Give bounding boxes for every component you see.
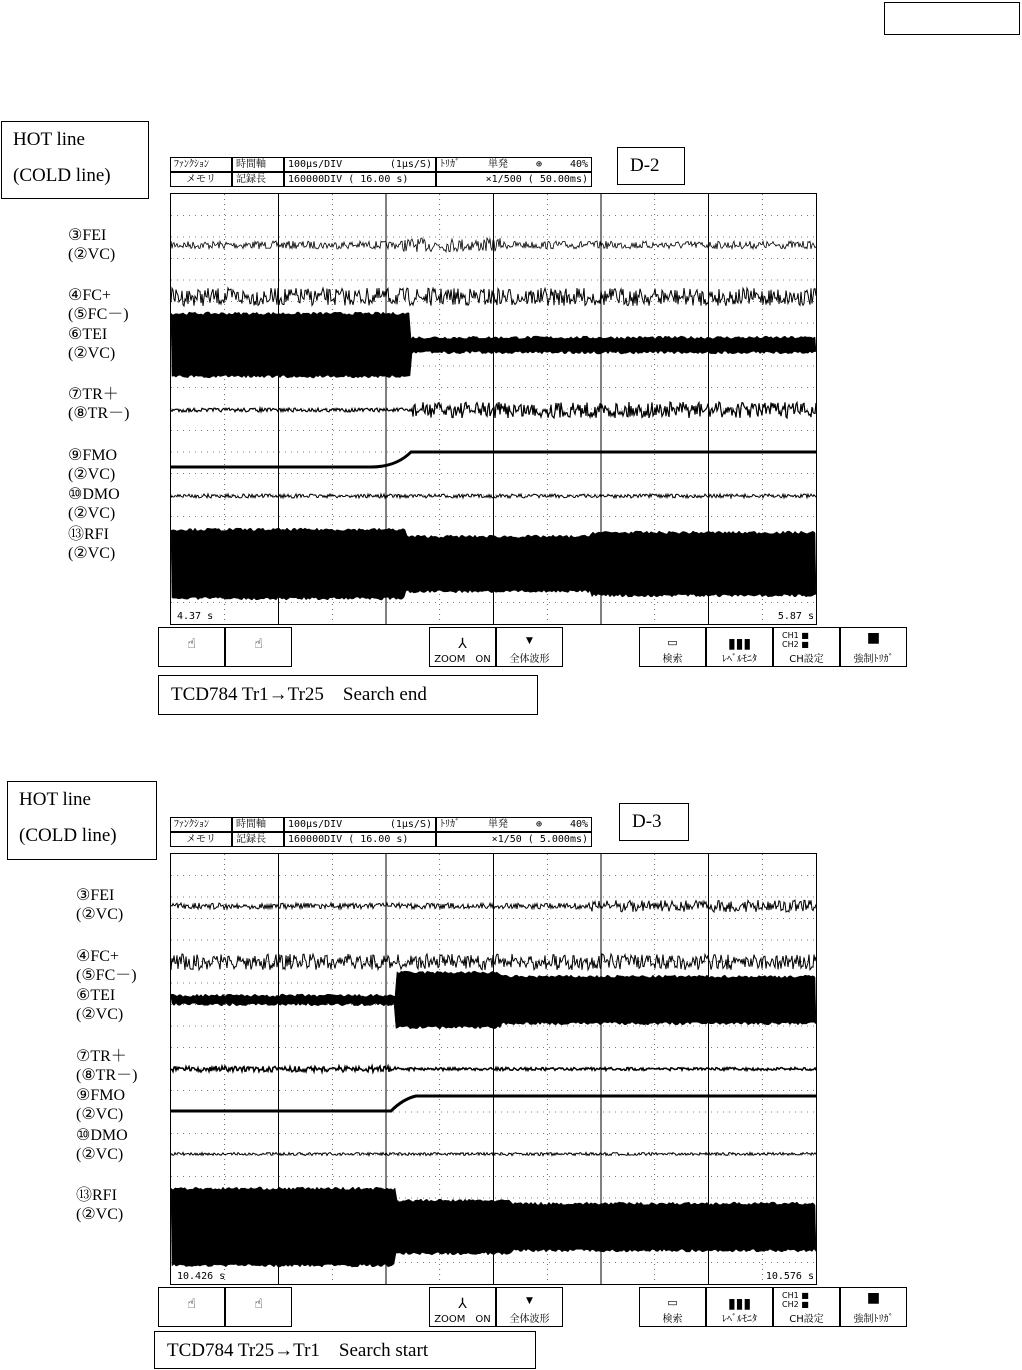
- zoom-icon: ⅄: [458, 1296, 467, 1312]
- caption-box: TCD784 Tr25→Tr1 Search start: [154, 1331, 536, 1369]
- button-bar: [158, 1287, 907, 1327]
- ch-setting-button[interactable]: CH1 ■ CH2 ■ CH設定: [773, 627, 840, 667]
- hand-right-icon: ☝: [254, 1296, 263, 1312]
- whole-waveform-button[interactable]: ▼ 全体波形: [496, 1287, 563, 1327]
- search-button[interactable]: ▭ 検索: [639, 627, 706, 667]
- cold-line-label: (COLD line): [19, 825, 117, 846]
- zoom-button[interactable]: ⅄ ZOOM ON: [429, 1287, 496, 1327]
- timebase-value[interactable]: 100μs/DIV (1μs/S): [284, 157, 436, 172]
- channel-label-6: ⑩DMO (②VC): [68, 486, 120, 522]
- scroll-right-button[interactable]: [225, 627, 292, 667]
- caption-box: TCD784 Tr1→Tr25 Search end: [158, 675, 538, 715]
- zoom-icon: ⅄: [458, 636, 467, 652]
- trace-rfi: [171, 528, 816, 600]
- record-length-value[interactable]: 160000DIV ( 16.00 s): [284, 832, 436, 847]
- level-monitor-button[interactable]: ▮▮▮ ﾚﾍﾞﾙﾓﾆﾀ: [706, 1287, 773, 1327]
- scope-header: [170, 817, 592, 847]
- record-length-label: 記録長: [232, 172, 284, 187]
- channel-label-3: ⑥TEI (②VC): [68, 326, 116, 362]
- function-label: ﾌｧﾝｸｼｮﾝ: [170, 817, 232, 832]
- page-number-box: [884, 2, 1020, 35]
- function-value[interactable]: メモリ: [170, 172, 232, 187]
- figure-id-label: D-2: [617, 147, 685, 185]
- time-end: 10.576 s: [765, 1271, 814, 1282]
- trigger-icon: ⊕: [535, 819, 542, 830]
- hand-left-icon: ☝: [187, 636, 196, 652]
- down-arrow-icon: ▼: [526, 1296, 533, 1306]
- waveform-display[interactable]: [170, 853, 817, 1285]
- ch-setting-button[interactable]: CH1 ■ CH2 ■ CH設定: [773, 1287, 840, 1327]
- channel-label-2: ④FC+ (⑤FC－): [68, 287, 129, 323]
- channel-label-7: ⑬RFI (②VC): [76, 1187, 124, 1223]
- level-bars-icon: ▮▮▮: [727, 1296, 752, 1312]
- channel-label-4: ⑦TR＋ (⑧TR－): [76, 1048, 138, 1084]
- channel-label-2: ④FC+ (⑤FC－): [76, 948, 137, 984]
- channel-label-1: ③FEI (②VC): [68, 227, 116, 263]
- hot-line-label: HOT line: [19, 789, 91, 810]
- hand-left-icon: ☝: [187, 1296, 196, 1312]
- waveform-display[interactable]: [170, 193, 817, 625]
- waveform-svg: [171, 194, 816, 624]
- channel-label-3: ⑥TEI (②VC): [76, 987, 124, 1023]
- channel-label-4: ⑦TR＋ (⑧TR－): [68, 386, 130, 422]
- channel-label-7: ⑬RFI (②VC): [68, 526, 116, 562]
- whole-waveform-button[interactable]: ▼ 全体波形: [496, 627, 563, 667]
- record-length-value[interactable]: 160000DIV ( 16.00 s): [284, 172, 436, 187]
- function-value[interactable]: メモリ: [170, 832, 232, 847]
- time-start: 10.426 s: [177, 1271, 226, 1282]
- waveform-svg: [171, 854, 816, 1284]
- function-label: ﾌｧﾝｸｼｮﾝ: [170, 157, 232, 172]
- hot-line-box: [1, 121, 149, 199]
- down-arrow-icon: ▼: [526, 636, 533, 646]
- channel-label-6: ⑩DMO (②VC): [76, 1127, 128, 1163]
- hand-right-icon: ☝: [254, 636, 263, 652]
- trace-tei: [171, 971, 816, 1029]
- trigger-t-icon: ■: [866, 630, 881, 646]
- level-bars-icon: ▮▮▮: [727, 636, 752, 652]
- record-length-label: 記録長: [232, 832, 284, 847]
- time-start: 4.37 s: [177, 611, 214, 622]
- channel-label-5: ⑨FMO (②VC): [68, 447, 118, 483]
- trigger-info[interactable]: ﾄﾘｶﾞ 単発 ⊕ 40%: [436, 817, 592, 832]
- search-button[interactable]: ▭ 検索: [639, 1287, 706, 1327]
- scope-header: [170, 157, 592, 187]
- scroll-left-button[interactable]: [158, 1287, 225, 1327]
- search-icon: ▭: [667, 1296, 678, 1309]
- trigger-icon: ⊕: [535, 159, 542, 170]
- channel-label-1: ③FEI (②VC): [76, 887, 124, 923]
- trigger-info[interactable]: ﾄﾘｶﾞ 単発 ⊕ 40%: [436, 157, 592, 172]
- search-icon: ▭: [667, 636, 678, 649]
- hot-line-label: HOT line: [13, 129, 85, 150]
- zoom-ratio: ×1/50 ( 5.000ms): [436, 832, 592, 847]
- figure-id-label: D-3: [619, 803, 689, 841]
- scroll-left-button[interactable]: [158, 627, 225, 667]
- hot-line-box: [7, 781, 157, 860]
- time-end: 5.87 s: [777, 611, 814, 622]
- force-trigger-button[interactable]: ■ 強制ﾄﾘｶﾞ: [840, 1287, 907, 1327]
- zoom-button[interactable]: ⅄ ZOOM ON: [429, 627, 496, 667]
- trigger-t-icon: ■: [866, 1290, 881, 1306]
- zoom-ratio: ×1/500 ( 50.00ms): [436, 172, 592, 187]
- timebase-value[interactable]: 100μs/DIV (1μs/S): [284, 817, 436, 832]
- level-monitor-button[interactable]: ▮▮▮ ﾚﾍﾞﾙﾓﾆﾀ: [706, 627, 773, 667]
- scroll-right-button[interactable]: [225, 1287, 292, 1327]
- force-trigger-button[interactable]: ■ 強制ﾄﾘｶﾞ: [840, 627, 907, 667]
- timebase-label: 時間軸: [232, 817, 284, 832]
- button-bar: [158, 627, 907, 667]
- cold-line-label: (COLD line): [13, 165, 111, 186]
- channel-label-5: ⑨FMO (②VC): [76, 1087, 126, 1123]
- timebase-label: 時間軸: [232, 157, 284, 172]
